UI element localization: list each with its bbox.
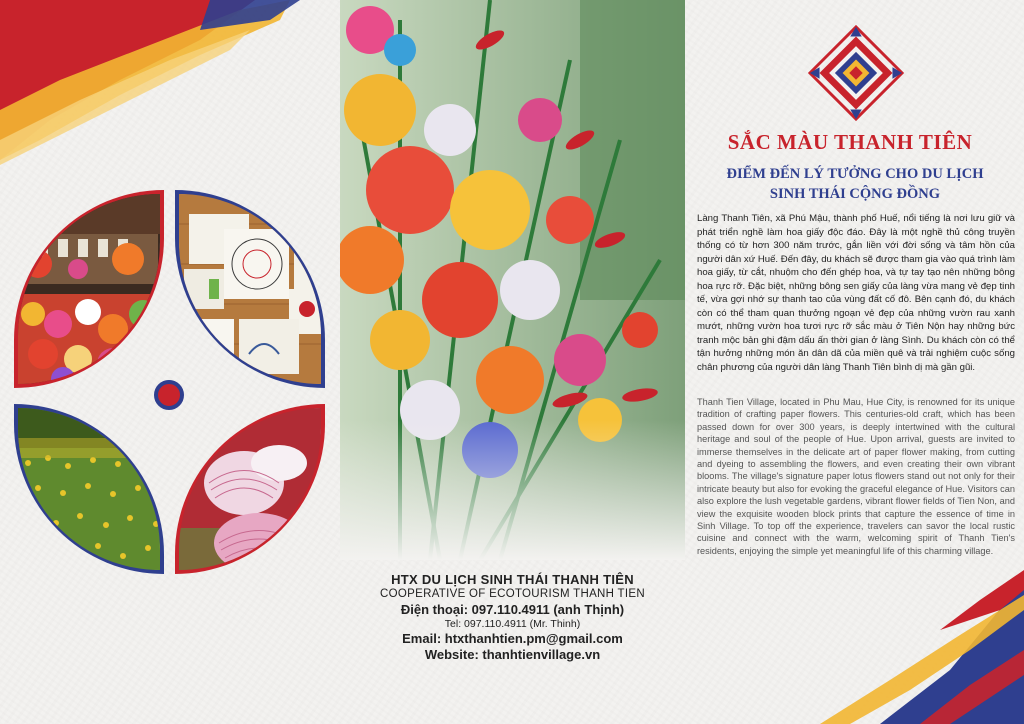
email-text: Email: htxthanhtien.pm@gmail.com [402, 631, 623, 646]
top-left-brush-stroke [0, 0, 300, 170]
paper-lotus-petals-photo [175, 404, 325, 574]
cooperative-name-vi: HTX DU LỊCH SINH THÁI THANH TIÊN [391, 572, 634, 587]
page-subtitle [690, 164, 1020, 204]
phone-en: Tel: 097.110.4911 (Mr. Thinh) [444, 618, 581, 630]
paper-flower-workshop-photo [14, 190, 164, 388]
body-text-english: Thanh Tien Village, located in Phu Mau, Hue City, is renowned for its unique tradition of crafting paper flowers. This centuries-old craft, which has been passed down for over 300 years, is deeply intertwined with the cultural heritage and soul of the people of Hue. Upon arrival, guests are invited to immerse themselves in the delicate art of paper flower making, from cutting and dyeing to assembling the flowers, and even creating their own vibrant blooms. The village's signature paper lotus flowers stand out not only for their intricate beauty but also for evoking the graceful elegance of Hue. Visitors can also explore the lush vegetable gardens, vibrant flower fields of Tien Non, and view the exquisite wooden block prints that capture the essence of time in Sinh Village. To top off the experience, travelers can savor the local rustic cuisine and connect with the warm, welcoming spirit of Thanh Tien's residents, enjoying the simple yet meaningful life of this charming village. [697, 397, 1015, 556]
subtitle-line-2: SINH THÁI CỘNG ĐỒNG [769, 186, 941, 202]
bottom-right-brush-stroke [820, 570, 1024, 724]
page-title: SẮC MÀU THANH TIÊN [727, 130, 973, 154]
cooperative-name-en: COOPERATIVE OF ECOTOURISM THANH TIEN [380, 588, 645, 600]
phone-vi: Điện thoại: 097.110.4911 (anh Thịnh) [400, 602, 625, 617]
children-drawings-photo [175, 190, 325, 388]
contact-block [340, 572, 685, 662]
petal-center-dot [154, 380, 184, 410]
body-text-vietnamese: Làng Thanh Tiên, xã Phú Mậu, thành phố Huế, nổi tiếng là nơi lưu giữ và phát triển nghề làm hoa giấy độc đáo. Đây là một nghề thủ công truyền thống có từ hơn 300 năm trước, gắn liền với đời sống và tâm hồn của người dân xứ Huế. Đến đây, du khách sẽ được tham gia vào quá trình làm hoa giấy, từ cắt, nhuộm cho đến ghép hoa, và tự tay tạo nên những bông hoa rực rỡ. Đặc biệt, những bông sen giấy của làng vừa mang vẻ đẹp tinh tế, vừa gợi nhớ sự thanh tao của vùng đất cố đô. Bên cạnh đó, du khách còn có thể tham quan thưởng ngoạn vẻ đẹp của những vườn rau xanh mướt, những vườn hoa tươi rực rỡ sắc màu ở Tiên Nộn hay những bức tranh mộc bản ghi đậm dấu ấn thời gian ở làng Sình. Du khách còn có thể tận hưởng những món ăn dân dã của miền quê và trải nghiệm cuộc sống chân phương của người dân làng Thanh Tiên bình dị mà gần gũi. [697, 213, 1015, 373]
yellow-flower-field-photo [14, 404, 164, 574]
colorful-paper-flowers-photo [340, 0, 685, 560]
diamond-pattern-logo [808, 25, 904, 121]
subtitle-line-1: ĐIỂM ĐẾN LÝ TƯỞNG CHO DU LỊCH [726, 166, 984, 182]
website-text: Website: thanhtienvillage.vn [424, 647, 601, 662]
